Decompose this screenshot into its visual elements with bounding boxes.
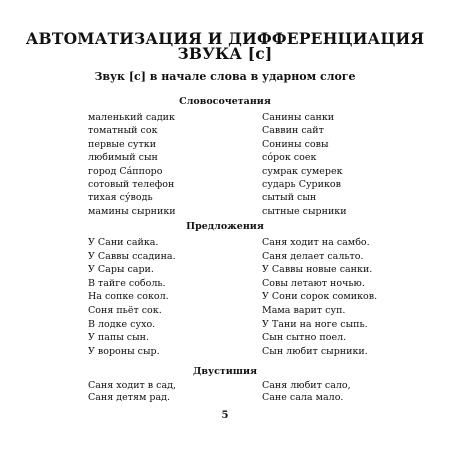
list-item: У Сары сари.	[88, 264, 154, 276]
list-item: сытные сырники	[262, 205, 347, 217]
list-item: У вороны сыр.	[88, 345, 160, 357]
list-item: сумрак сумерек	[262, 165, 343, 177]
list-item: Саня детям рад.	[88, 392, 171, 403]
list-item: У Саввы ссадина.	[88, 250, 176, 262]
list-item: Сын любит сырники.	[262, 345, 368, 357]
page-title-line-1: АВТОМАТИЗАЦИЯ И ДИФФЕРЕНЦИАЦИЯ	[25, 29, 425, 48]
list-item: первые сутки	[88, 138, 157, 150]
list-item: У Сани сайка.	[88, 237, 159, 248]
list-item: мамины сырники	[88, 205, 176, 217]
list-item: У Сони сорок сомиков.	[262, 291, 378, 303]
list-item: сотовый телефон	[88, 179, 175, 191]
list-item: тихая су́водь	[88, 192, 153, 204]
list-item: Саня ходит в сад,	[88, 380, 177, 391]
list-item: маленький садик	[88, 112, 175, 123]
list-item: На сопке сокол.	[88, 291, 169, 303]
list-item: сударь Суриков	[262, 179, 341, 191]
list-item: Сане сала мало.	[262, 392, 344, 403]
sentences-left-column	[88, 236, 176, 358]
couplets-heading: Двустишия	[192, 366, 258, 377]
list-item: У Саввы новые санки.	[262, 264, 373, 276]
section-subtitle: Звук [с] в начале слова в ударном слоге	[94, 70, 356, 83]
list-item: город Са́ппоро	[88, 165, 163, 177]
sentences-right-column	[262, 236, 377, 358]
list-item: Саввин сайт	[262, 125, 324, 137]
list-item: Саня любит сало,	[262, 380, 351, 391]
list-item: Санины санки	[262, 112, 335, 123]
list-item: В лодке сухо.	[88, 318, 156, 330]
list-item: Соня пьёт сок.	[88, 304, 162, 316]
couplet-left	[88, 380, 176, 404]
collocations-heading: Словосочетания	[179, 96, 271, 107]
list-item: В тайге соболь.	[88, 277, 166, 289]
list-item: томатный сок	[88, 125, 158, 137]
page-title-line-2: ЗВУКА [с]	[177, 44, 273, 63]
couplet-right	[262, 380, 351, 404]
list-item: Саня делает сальто.	[262, 250, 364, 262]
list-item: Сын сытно поел.	[262, 332, 347, 344]
collocations-left-column	[88, 111, 176, 218]
list-item: У папы сын.	[88, 332, 150, 344]
list-item: Мама варит суп.	[262, 304, 346, 316]
page-number: 5	[221, 410, 229, 421]
list-item: Совы летают ночью.	[262, 277, 365, 289]
list-item: со́рок соек	[262, 152, 317, 164]
list-item: У Тани на ноге сыпь.	[262, 318, 368, 330]
list-item: сытый сын	[262, 192, 317, 204]
list-item: любимый сын	[88, 152, 158, 164]
sentences-heading: Предложения	[186, 221, 264, 232]
list-item: Саня ходит на самбо.	[262, 237, 370, 248]
collocations-right-column	[262, 111, 347, 218]
list-item: Сонины совы	[262, 138, 329, 150]
